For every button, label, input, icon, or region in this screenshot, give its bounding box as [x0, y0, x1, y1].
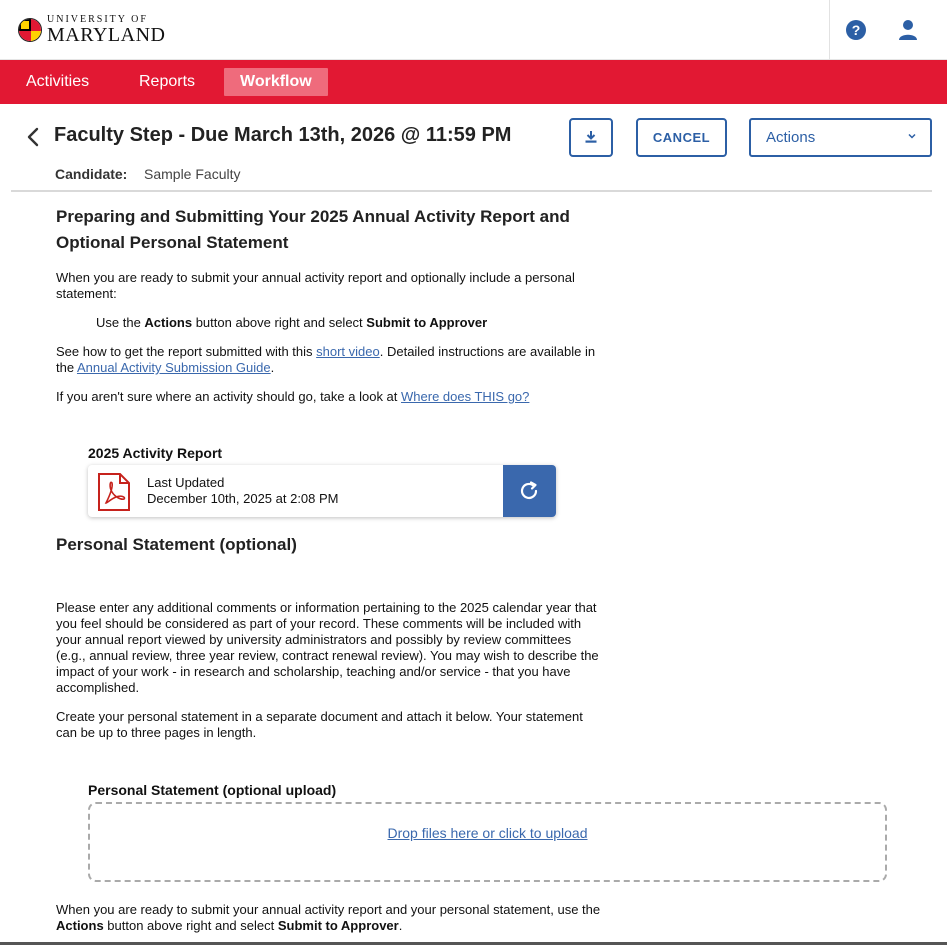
personal-statement-instructions: Create your personal statement in a separate document and attach it below. Your statement can be up to three pages in length. [56, 709, 583, 740]
upload-link[interactable]: Drop files here or click to upload [387, 825, 588, 841]
nav-workflow[interactable]: Workflow [224, 68, 328, 96]
submit-instruction: Use the Actions button above right and select Submit to Approver [96, 315, 488, 330]
top-header [0, 0, 947, 60]
where-does-this-go-link[interactable]: Where does THIS go? [401, 389, 530, 404]
report-label: 2025 Activity Report [88, 445, 223, 461]
cancel-button[interactable]: CANCEL [636, 118, 727, 157]
main-nav [0, 60, 947, 104]
page-title: Faculty Step - Due March 13th, 2026 @ 11:59 PM [54, 124, 512, 146]
candidate-label: Candidate: [55, 166, 128, 182]
maryland-flag-icon [18, 18, 42, 42]
video-guide-text: See how to get the report submitted with this short video. Detailed instructions are available in the Annual Activity Submission Guide. [56, 344, 596, 375]
actions-dropdown[interactable] [749, 118, 932, 157]
file-dropzone[interactable] [88, 802, 887, 882]
intro-text: When you are ready to submit your annual activity report and optionally include a personal statement: [56, 270, 575, 301]
refresh-icon [519, 481, 541, 501]
candidate-value: Sample Faculty [144, 166, 241, 182]
instructions-section [56, 204, 606, 404]
personal-statement-description: Please enter any additional comments or information pertaining to the 2025 calendar year that you feel should be considered as part of your record. These comments will be included with your annual report viewed by university administrators and possibly by review committees (e.g., annual review, three year review, contract renewal review). You may wish to describe the impact of your work - in research and scholarship, teaching and/or service - that you have accomplished. [56, 600, 599, 695]
activity-report-card[interactable] [88, 465, 556, 517]
nav-activities[interactable]: Activities [26, 73, 90, 90]
user-icon[interactable] [898, 19, 918, 41]
upload-label: Personal Statement (optional upload) [88, 782, 337, 798]
header-separator [11, 190, 932, 192]
short-video-link[interactable]: short video [316, 344, 380, 359]
logo-line-1: UNIVERSITY OF [47, 14, 148, 25]
actions-label: Actions [766, 129, 816, 146]
download-button[interactable] [569, 118, 613, 157]
question-circle-icon[interactable]: ? [846, 20, 866, 40]
nav-reports[interactable]: Reports [139, 73, 196, 90]
download-icon [584, 130, 598, 144]
last-updated-value: December 10th, 2025 at 2:08 PM [147, 491, 339, 506]
back-arrow-icon[interactable] [26, 127, 40, 147]
instructions-heading: Preparing and Submitting Your 2025 Annual Activity Report and Optional Personal Statement [56, 207, 570, 252]
header-divider [829, 0, 830, 60]
pdf-file-icon [97, 473, 131, 511]
personal-statement-title: Personal Statement (optional) [56, 535, 297, 554]
chevron-down-icon [908, 132, 916, 140]
refresh-report-button[interactable] [503, 465, 556, 517]
logo-line-2: MARYLAND [47, 24, 166, 46]
submission-guide-link[interactable]: Annual Activity Submission Guide [76, 360, 271, 375]
last-updated-label: Last Updated [147, 475, 225, 490]
university-logo[interactable] [18, 15, 165, 45]
where-text: If you aren't sure where an activity should go, take a look at Where does THIS go? [56, 389, 530, 404]
